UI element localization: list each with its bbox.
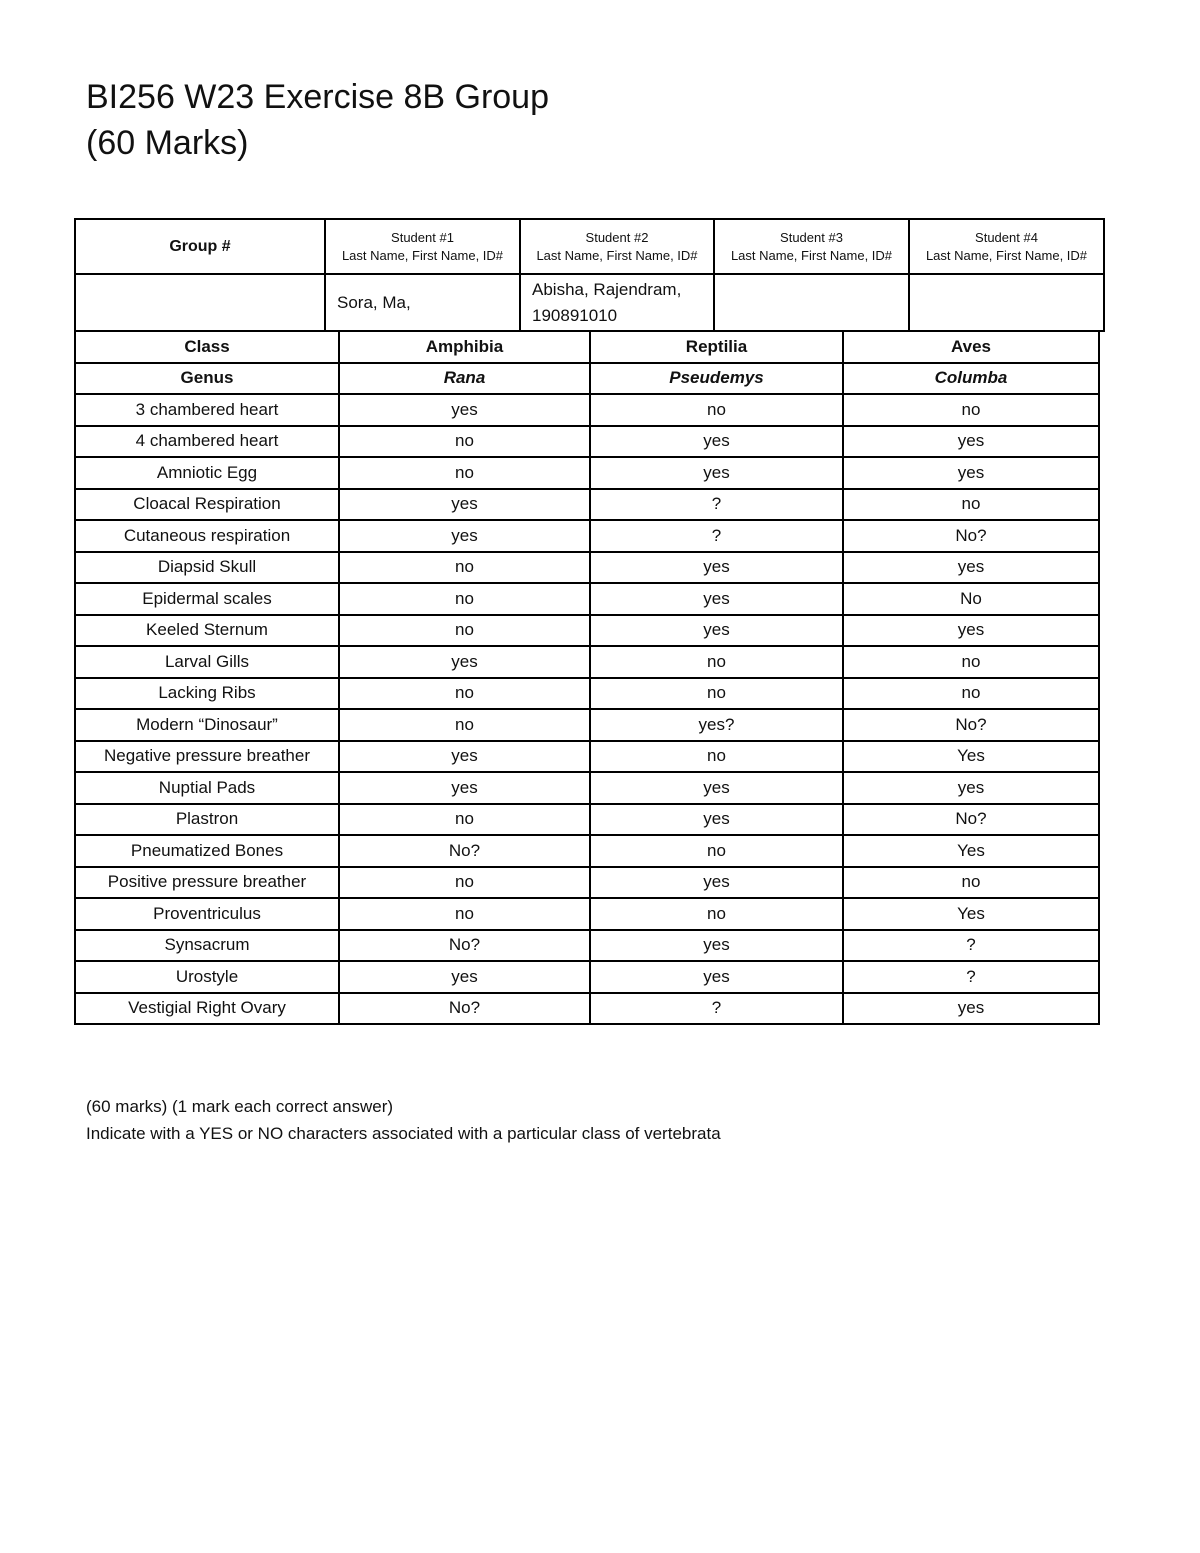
characters-table-body xyxy=(75,331,1099,1024)
student-3-name[interactable] xyxy=(714,274,909,331)
student-3-header xyxy=(714,219,909,274)
answer-reptilia[interactable]: yes xyxy=(590,804,843,836)
character-name: Plastron xyxy=(75,804,339,836)
answer-reptilia[interactable]: yes xyxy=(590,930,843,962)
character-name: Epidermal scales xyxy=(75,583,339,615)
answer-amphibia[interactable]: yes xyxy=(339,772,590,804)
table-row xyxy=(75,741,1099,773)
genus-columba: Columba xyxy=(843,363,1099,395)
answer-reptilia[interactable]: ? xyxy=(590,993,843,1025)
answer-reptilia[interactable]: yes xyxy=(590,615,843,647)
answer-aves[interactable]: yes xyxy=(843,772,1099,804)
answer-aves[interactable]: yes xyxy=(843,993,1099,1025)
answer-amphibia[interactable]: no xyxy=(339,709,590,741)
answer-reptilia[interactable]: no xyxy=(590,898,843,930)
answer-amphibia[interactable]: No? xyxy=(339,835,590,867)
table-row xyxy=(75,867,1099,899)
answer-reptilia[interactable]: yes xyxy=(590,426,843,458)
student-2-label: Student #2 xyxy=(585,229,649,245)
answer-amphibia[interactable]: yes xyxy=(339,489,590,521)
student-4-name[interactable] xyxy=(909,274,1104,331)
table-row xyxy=(75,898,1099,930)
student-2-header xyxy=(520,219,714,274)
genus-pseudemys: Pseudemys xyxy=(590,363,843,395)
student-names-row xyxy=(75,274,1104,331)
student-3-label: Student #3 xyxy=(780,229,843,245)
table-row xyxy=(75,993,1099,1025)
student-1-name[interactable]: Sora, Ma, xyxy=(325,274,520,331)
answer-amphibia[interactable]: no xyxy=(339,898,590,930)
answer-reptilia[interactable]: yes? xyxy=(590,709,843,741)
table-row xyxy=(75,835,1099,867)
answer-aves[interactable]: yes xyxy=(843,615,1099,647)
table-row xyxy=(75,961,1099,993)
student-2-sublabel: Last Name, First Name, ID# xyxy=(536,247,698,263)
table-row xyxy=(75,804,1099,836)
marks-note: (60 marks) (1 mark each correct answer) xyxy=(86,1097,394,1116)
answer-reptilia[interactable]: yes xyxy=(590,867,843,899)
page-title xyxy=(86,74,549,166)
student-header-row xyxy=(75,219,1104,274)
answer-aves[interactable]: ? xyxy=(843,961,1099,993)
answer-amphibia[interactable]: yes xyxy=(339,394,590,426)
title-line-2: (60 Marks) xyxy=(86,124,249,162)
student-1-header xyxy=(325,219,520,274)
character-name: Negative pressure breather xyxy=(75,741,339,773)
character-name: Larval Gills xyxy=(75,646,339,678)
student-1-label: Student #1 xyxy=(391,229,454,245)
class-row xyxy=(75,331,1099,363)
answer-reptilia[interactable]: no xyxy=(590,394,843,426)
answer-amphibia[interactable]: no xyxy=(339,804,590,836)
answer-reptilia[interactable]: yes xyxy=(590,552,843,584)
student-4-header xyxy=(909,219,1104,274)
class-label: Class xyxy=(75,331,339,363)
character-name: Nuptial Pads xyxy=(75,772,339,804)
table-row xyxy=(75,426,1099,458)
table-row xyxy=(75,520,1099,552)
character-name: Lacking Ribs xyxy=(75,678,339,710)
answer-amphibia[interactable]: No? xyxy=(339,930,590,962)
character-name: Urostyle xyxy=(75,961,339,993)
class-reptilia: Reptilia xyxy=(590,331,843,363)
answer-aves[interactable]: Yes xyxy=(843,835,1099,867)
student-4-sublabel: Last Name, First Name, ID# xyxy=(925,247,1088,263)
table-row xyxy=(75,678,1099,710)
answer-amphibia[interactable]: No? xyxy=(339,993,590,1025)
answer-aves[interactable]: no xyxy=(843,489,1099,521)
table-row xyxy=(75,583,1099,615)
table-row xyxy=(75,489,1099,521)
table-row xyxy=(75,615,1099,647)
instruction-text: Indicate with a YES or NO characters associated with a particular class of vertebrata xyxy=(86,1124,721,1143)
answer-aves[interactable]: Yes xyxy=(843,741,1099,773)
answer-amphibia[interactable]: no xyxy=(339,552,590,584)
answer-amphibia[interactable]: yes xyxy=(339,646,590,678)
answer-aves[interactable]: yes xyxy=(843,457,1099,489)
group-number-value[interactable] xyxy=(75,274,325,331)
answer-aves[interactable]: no xyxy=(843,678,1099,710)
answer-amphibia[interactable]: yes xyxy=(339,961,590,993)
table-row xyxy=(75,457,1099,489)
answer-amphibia[interactable]: no xyxy=(339,678,590,710)
answer-amphibia[interactable]: no xyxy=(339,615,590,647)
character-name: Pneumatized Bones xyxy=(75,835,339,867)
answer-reptilia[interactable]: ? xyxy=(590,520,843,552)
answer-amphibia[interactable]: yes xyxy=(339,741,590,773)
student-3-sublabel: Last Name, First Name, ID# xyxy=(730,247,893,263)
answer-amphibia[interactable]: no xyxy=(339,457,590,489)
answer-reptilia[interactable]: ? xyxy=(590,489,843,521)
title-line-1: BI256 W23 Exercise 8B Group xyxy=(86,78,550,116)
answer-reptilia[interactable]: no xyxy=(590,835,843,867)
answer-aves[interactable]: No? xyxy=(843,804,1099,836)
answer-reptilia[interactable]: no xyxy=(590,678,843,710)
answer-aves[interactable]: yes xyxy=(843,552,1099,584)
character-name: Diapsid Skull xyxy=(75,552,339,584)
character-name: Proventriculus xyxy=(75,898,339,930)
character-name: Vestigial Right Ovary xyxy=(75,993,339,1025)
character-name: Positive pressure breather xyxy=(75,867,339,899)
table-row xyxy=(75,709,1099,741)
answer-aves[interactable]: Yes xyxy=(843,898,1099,930)
table-row xyxy=(75,394,1099,426)
answer-reptilia[interactable]: yes xyxy=(590,772,843,804)
answer-aves[interactable]: ? xyxy=(843,930,1099,962)
characters-table xyxy=(74,330,1100,1025)
character-name: Modern “Dinosaur” xyxy=(75,709,339,741)
student-2-name[interactable]: Abisha, Rajendram, 190891010 xyxy=(520,274,714,331)
answer-amphibia[interactable]: yes xyxy=(339,520,590,552)
answer-aves[interactable]: No? xyxy=(843,520,1099,552)
student-4-label: Student #4 xyxy=(975,229,1038,245)
answer-reptilia[interactable]: yes xyxy=(590,583,843,615)
character-name: Amniotic Egg xyxy=(75,457,339,489)
table-row xyxy=(75,930,1099,962)
answer-reptilia[interactable]: no xyxy=(590,741,843,773)
genus-rana: Rana xyxy=(339,363,590,395)
student-info-table xyxy=(74,218,1105,332)
table-row xyxy=(75,552,1099,584)
character-name: Synsacrum xyxy=(75,930,339,962)
character-name: 4 chambered heart xyxy=(75,426,339,458)
instructions xyxy=(86,1093,721,1147)
answer-aves[interactable]: No? xyxy=(843,709,1099,741)
table-row xyxy=(75,646,1099,678)
character-name: Cutaneous respiration xyxy=(75,520,339,552)
answer-amphibia[interactable]: no xyxy=(339,426,590,458)
genus-label: Genus xyxy=(75,363,339,395)
answer-reptilia[interactable]: yes xyxy=(590,961,843,993)
answer-aves[interactable]: no xyxy=(843,646,1099,678)
answer-aves[interactable]: no xyxy=(843,867,1099,899)
character-name: Keeled Sternum xyxy=(75,615,339,647)
class-aves: Aves xyxy=(843,331,1099,363)
answer-aves[interactable]: yes xyxy=(843,426,1099,458)
answer-reptilia[interactable]: yes xyxy=(590,457,843,489)
student-1-sublabel: Last Name, First Name, ID# xyxy=(341,247,504,263)
answer-amphibia[interactable]: no xyxy=(339,583,590,615)
answer-amphibia[interactable]: no xyxy=(339,867,590,899)
group-number-label: Group # xyxy=(75,219,325,274)
genus-row xyxy=(75,363,1099,395)
answer-reptilia[interactable]: no xyxy=(590,646,843,678)
table-row xyxy=(75,772,1099,804)
answer-aves[interactable]: no xyxy=(843,394,1099,426)
character-name: Cloacal Respiration xyxy=(75,489,339,521)
answer-aves[interactable]: No xyxy=(843,583,1099,615)
character-name: 3 chambered heart xyxy=(75,394,339,426)
class-amphibia: Amphibia xyxy=(339,331,590,363)
